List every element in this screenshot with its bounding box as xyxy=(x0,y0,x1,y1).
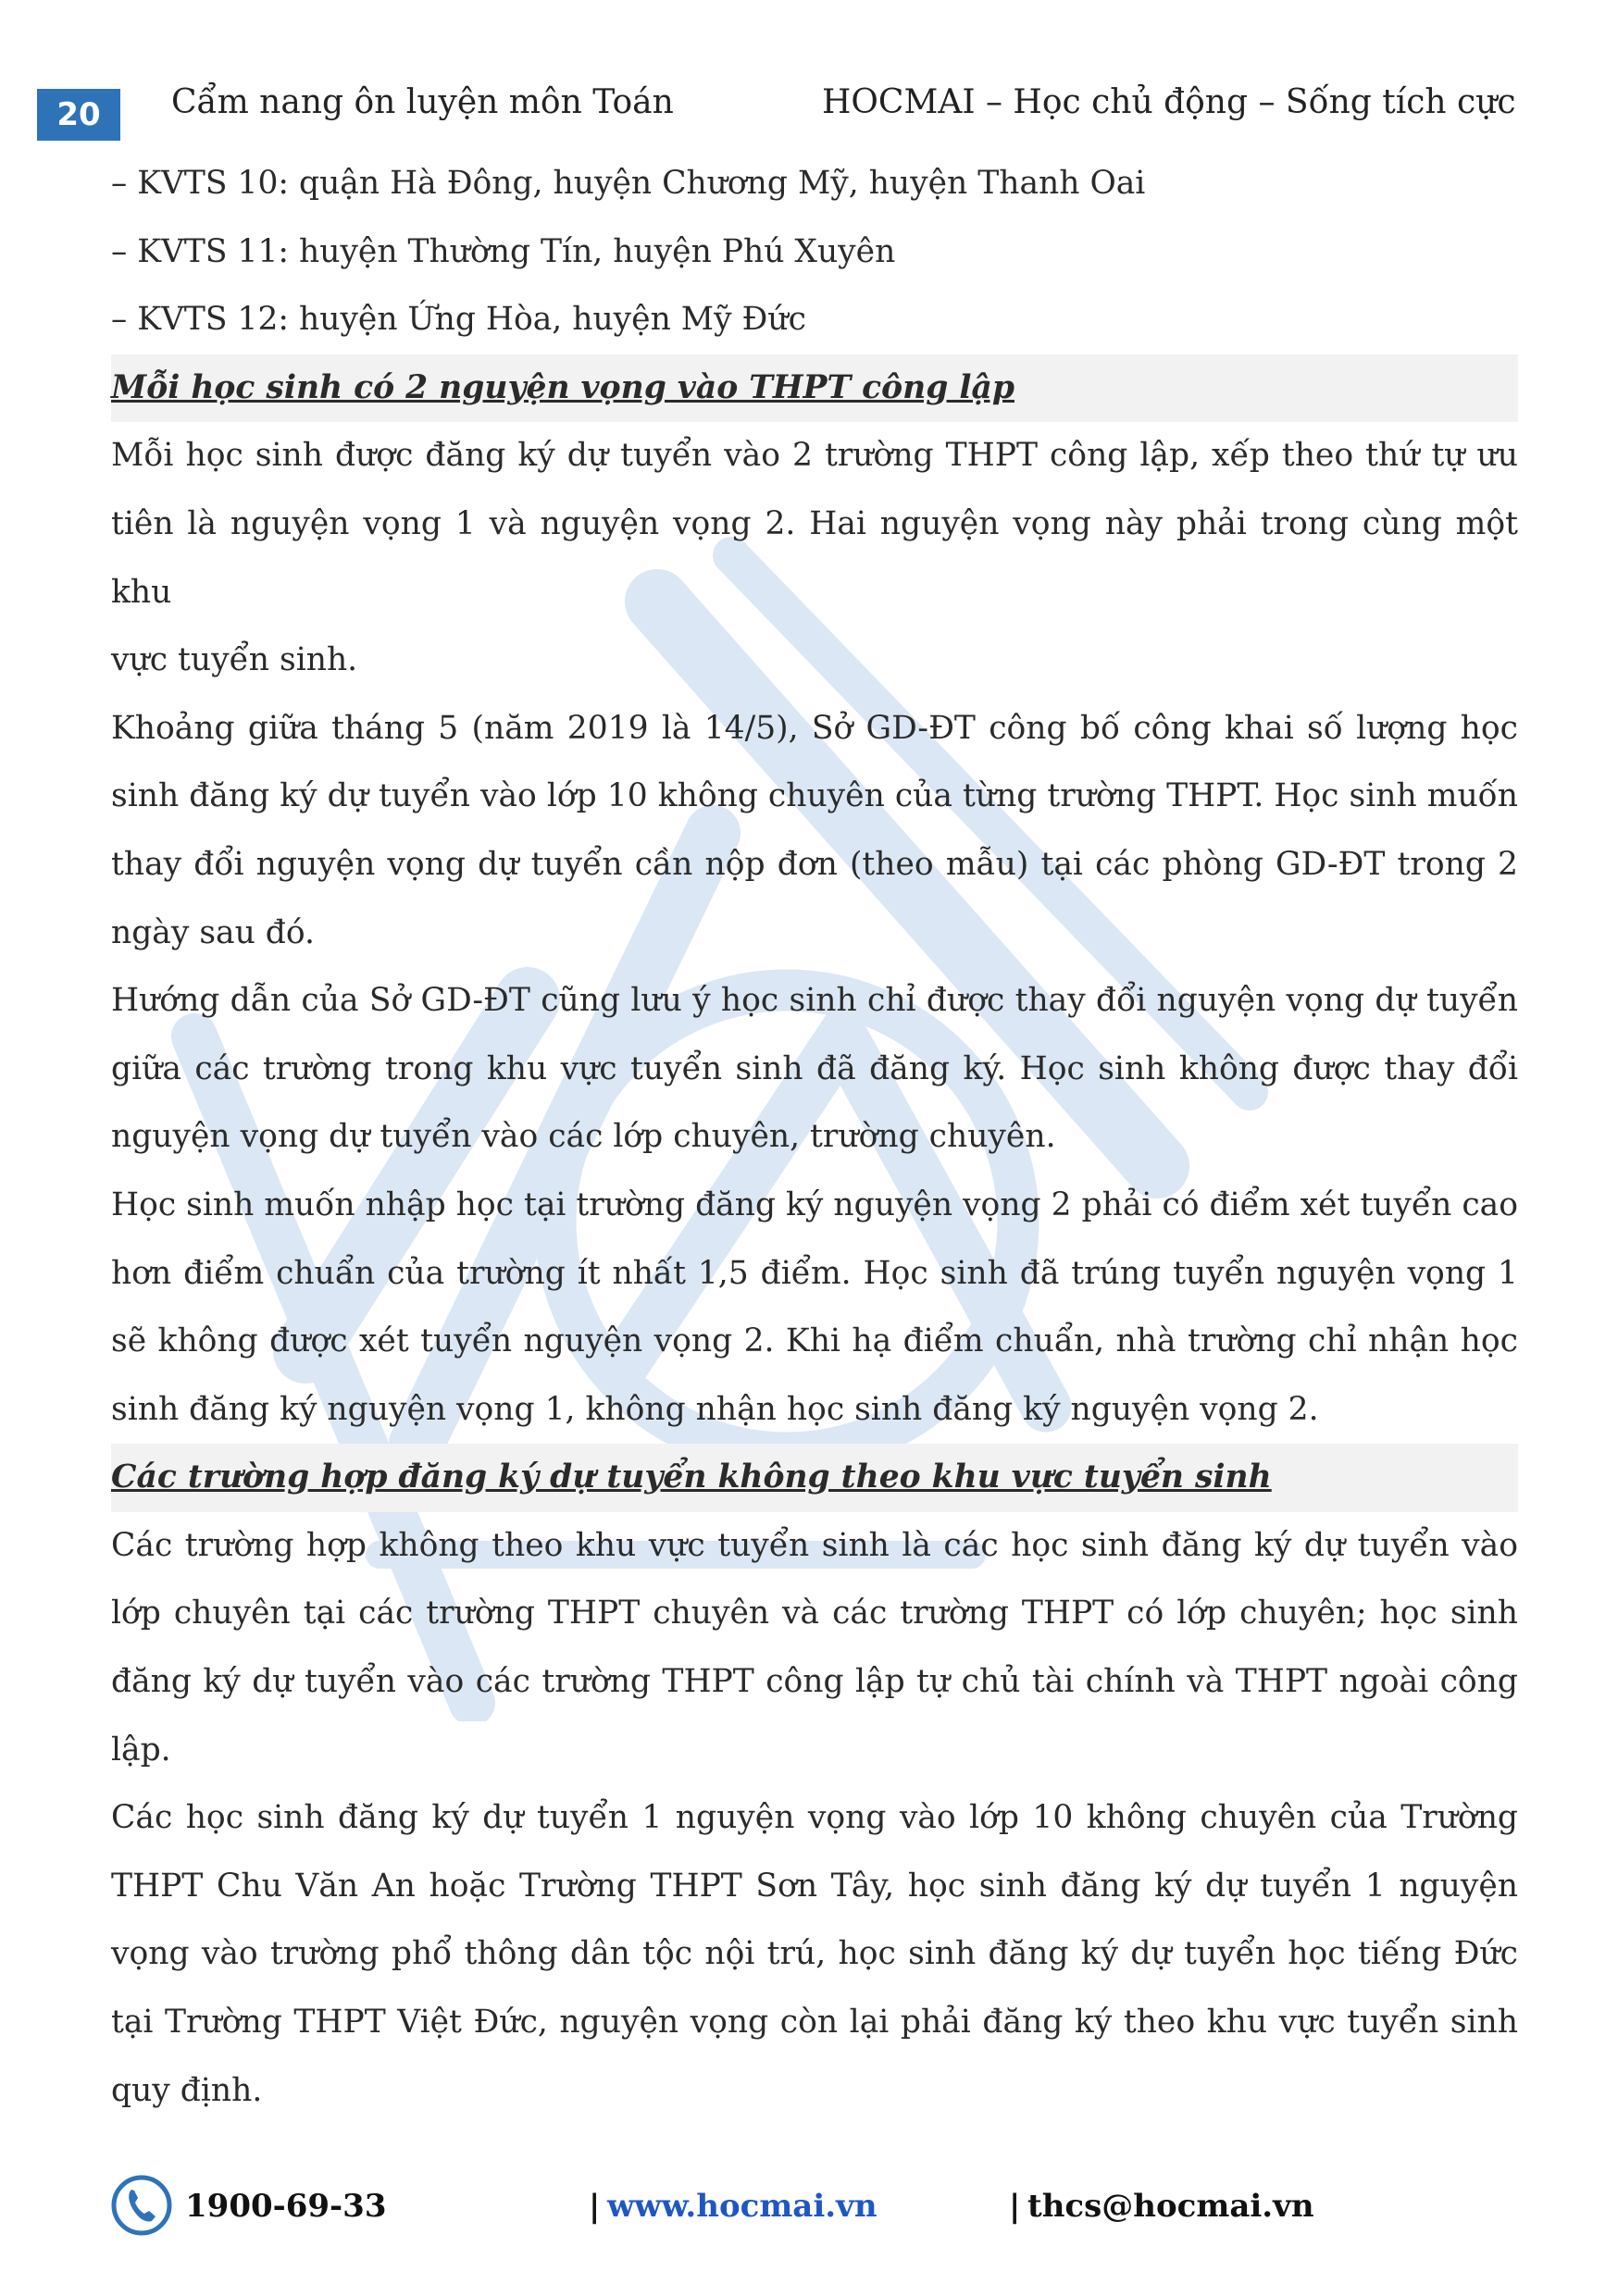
list-item: – KVTS 11: huyện Thường Tín, huyện Phú Xuyên xyxy=(111,232,896,270)
paragraph-line: vực tuyển sinh. xyxy=(111,641,358,679)
book-title: Cẩm nang ôn luyện môn Toán xyxy=(171,83,674,121)
paragraph-line: lập. xyxy=(111,1731,171,1769)
paragraph-line: sẽ không được xét tuyển nguyện vọng 2. Khi hạ điểm chuẩn, nhà trường chỉ nhận học xyxy=(111,1322,1518,1360)
paragraph-guidance xyxy=(111,967,1518,1172)
paragraph-line: Các trường hợp không theo khu vực tuyển sinh là các học sinh đăng ký dự tuyển vào xyxy=(111,1526,1518,1564)
header-tagline: HOCMAI – Học chủ động – Sống tích cực xyxy=(822,83,1516,121)
paragraph-line: THPT Chu Văn An hoặc Trường THPT Sơn Tây, học sinh đăng ký dự tuyển 1 nguyện xyxy=(111,1867,1518,1905)
footer-separator: | xyxy=(589,2188,601,2225)
section-heading-exceptions: Các trường hợp đăng ký dự tuyển không theo khu vực tuyển sinh xyxy=(111,1444,1518,1512)
paragraph-line: nguyện vọng dự tuyển vào các lớp chuyên, trường chuyên. xyxy=(111,1118,1056,1156)
footer-email-link[interactable]: thcs@hocmai.vn xyxy=(1027,2188,1314,2225)
footer-website-link[interactable]: www.hocmai.vn xyxy=(607,2188,877,2225)
paragraph-announcement xyxy=(111,695,1518,967)
paragraph-line: đăng ký dự tuyển vào các trường THPT công lập tự chủ tài chính và THPT ngoài công xyxy=(111,1663,1518,1701)
paragraph-line: lớp chuyên tại các trường THPT chuyên và các trường THPT có lớp chuyên; học sinh xyxy=(111,1595,1518,1632)
footer-separator: | xyxy=(1009,2188,1021,2225)
paragraph-line: quy định. xyxy=(111,2071,263,2109)
paragraph-line: thay đổi nguyện vọng dự tuyển cần nộp đơn (theo mẫu) tại các phòng GD-ĐT trong 2 xyxy=(111,845,1518,883)
paragraph-line: Mỗi học sinh được đăng ký dự tuyển vào 2 trường THPT công lập, xếp theo thứ tự ưu xyxy=(111,437,1518,475)
paragraph-line: sinh đăng ký nguyện vọng 1, không nhận học sinh đăng ký nguyện vọng 2. xyxy=(111,1390,1319,1428)
paragraph-line: sinh đăng ký dự tuyển vào lớp 10 không chuyên của từng trường THPT. Học sinh muốn xyxy=(111,777,1518,815)
paragraph-line: Khoảng giữa tháng 5 (năm 2019 là 14/5), Sở GD-ĐT công bố công khai số lượng học xyxy=(111,709,1518,747)
footer-phone: 1900-69-33 xyxy=(185,2188,387,2225)
page-footer xyxy=(0,2169,1618,2243)
paragraph-line: ngày sau đó. xyxy=(111,913,316,951)
paragraph-line: tại Trường THPT Việt Đức, nguyện vọng còn lại phải đăng ký theo khu vực tuyển sinh xyxy=(111,2004,1518,2042)
page-content xyxy=(111,150,1518,2125)
paragraph-line: giữa các trường trong khu vực tuyển sinh đã đăng ký. Học sinh không được thay đổi xyxy=(111,1049,1518,1087)
section-heading-aspirations: Mỗi học sinh có 2 nguyện vọng vào THPT công lập xyxy=(111,354,1518,423)
phone-icon xyxy=(109,2173,174,2238)
paragraph-line: Học sinh muốn nhập học tại trường đăng ký nguyện vọng 2 phải có điểm xét tuyển cao xyxy=(111,1185,1518,1223)
list-item: – KVTS 12: huyện Ứng Hòa, huyện Mỹ Đức xyxy=(111,301,806,339)
page-number-badge: 20 xyxy=(37,89,120,141)
paragraph-second-choice xyxy=(111,1172,1518,1444)
paragraph-aspirations xyxy=(111,422,1518,694)
paragraph-exceptions xyxy=(111,1512,1518,1784)
paragraph-line: vọng vào trường phổ thông dân tộc nội trú, học sinh đăng ký dự tuyển học tiếng Đức xyxy=(111,1935,1518,1973)
paragraph-line: tiên là nguyện vọng 1 và nguyện vọng 2. Hai nguyện vọng này phải trong cùng một khu xyxy=(111,504,1518,611)
list-item: – KVTS 10: quận Hà Đông, huyện Chương Mỹ, huyện Thanh Oai xyxy=(111,165,1146,202)
paragraph-special-schools xyxy=(111,1784,1518,2125)
paragraph-line: Hướng dẫn của Sở GD-ĐT cũng lưu ý học sinh chỉ được thay đổi nguyện vọng dự tuyển xyxy=(111,982,1518,1020)
paragraph-line: hơn điểm chuẩn của trường ít nhất 1,5 điểm. Học sinh đã trúng tuyển nguyện vọng 1 xyxy=(111,1254,1518,1292)
paragraph-line: Các học sinh đăng ký dự tuyển 1 nguyện vọng vào lớp 10 không chuyên của Trường xyxy=(111,1799,1518,1837)
